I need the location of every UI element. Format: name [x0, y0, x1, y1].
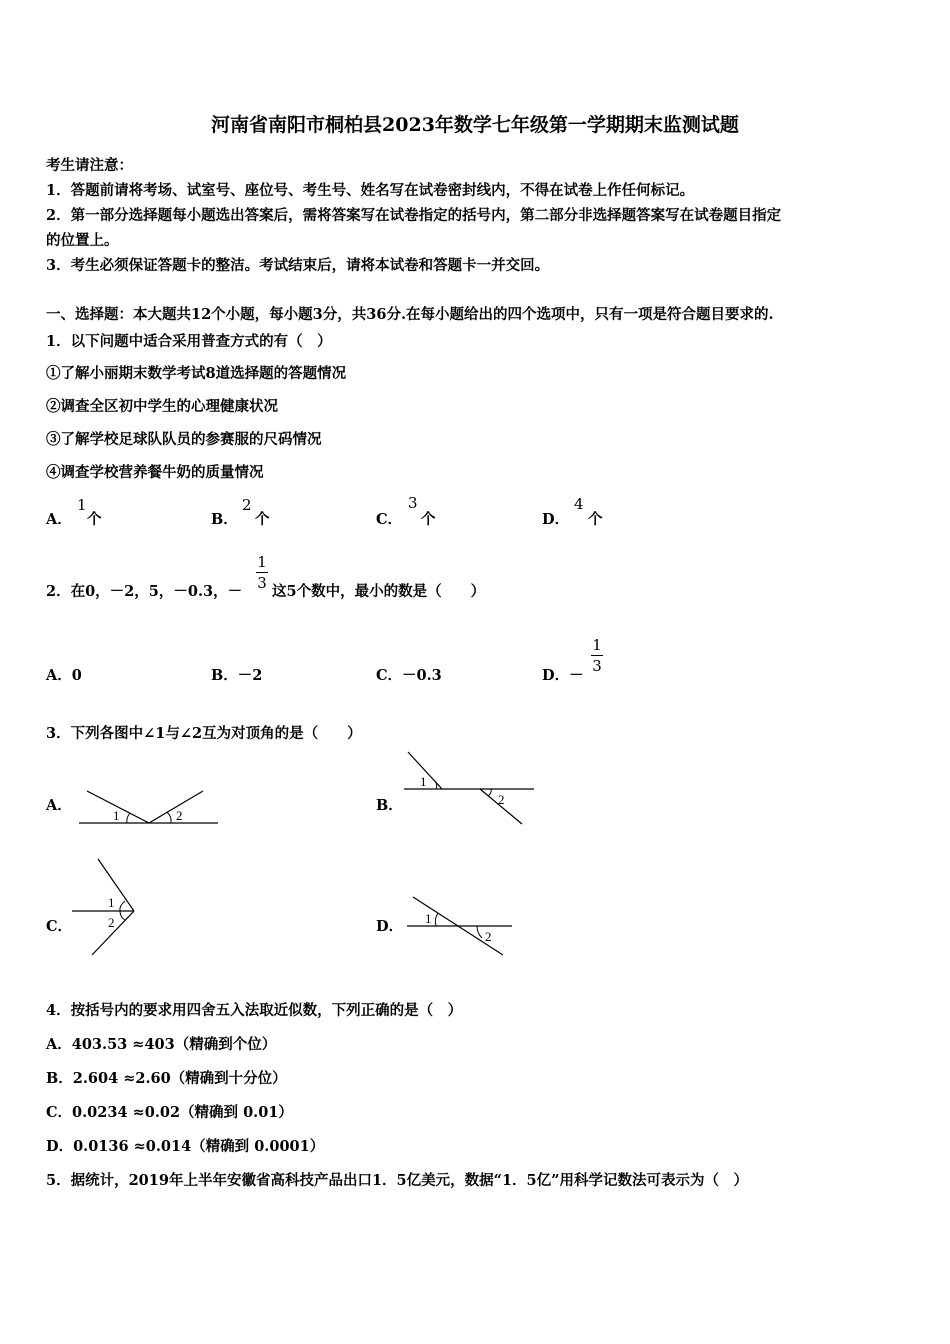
question-stem: 4．按括号内的要求用四舍五入法取近似数，下列正确的是（ ）	[46, 1002, 463, 1019]
option-unit: 个	[421, 511, 436, 528]
question-stem-part: 2．在0，－2，5，－0.3，－	[46, 583, 243, 600]
option-d: D．0.0136 ≈0.014（精确到 0.0001）	[46, 1138, 325, 1155]
question-stem: 5．据统计，2019年上半年安徽省高科技产品出口1．5亿美元，数据“1．5亿”用科学记数法可表示为（ ）	[46, 1172, 748, 1189]
angle-label: 1	[425, 911, 432, 926]
angle-label: 1	[420, 774, 427, 789]
list-item: ②调查全区初中学生的心理健康状况	[46, 398, 278, 415]
notice-line: 2．第一部分选择题每小题选出答案后，需将答案写在试卷指定的括号内，第二部分非选择题答案写在试卷题目指定	[46, 207, 782, 224]
option-c	[376, 664, 442, 685]
option-text: 0	[71, 667, 82, 684]
option-label: C．	[46, 918, 73, 935]
option-a	[46, 664, 82, 685]
angle-figure-a	[75, 785, 225, 830]
angle-label: 2	[498, 792, 505, 807]
option-unit: 个	[588, 511, 603, 528]
list-item: ③了解学校足球队队员的参赛服的尺码情况	[46, 431, 322, 448]
option-label: A．	[46, 797, 72, 814]
fraction	[591, 636, 603, 675]
option-label: C．	[376, 511, 403, 528]
angle-arc	[435, 913, 438, 926]
option-number: 2	[242, 496, 252, 514]
page-title: 河南省南阳市桐柏县2023年数学七年级第一学期期末监测试题	[211, 114, 739, 136]
option-unit: 个	[87, 511, 102, 528]
fraction-numerator: 1	[257, 553, 267, 571]
fraction-bar	[591, 655, 603, 656]
option-text: －0.3	[402, 667, 442, 684]
option-b	[211, 664, 262, 685]
option-a	[46, 508, 72, 529]
option-label: D．	[542, 511, 570, 528]
option-b	[211, 508, 238, 529]
fraction-denominator: 3	[592, 657, 602, 675]
notice-line: 3．考生必须保证答题卡的整洁。考试结束后，请将本试卷和答题卡一并交回。	[46, 257, 550, 274]
angle-figure-c	[70, 855, 145, 960]
list-item: ④调查学校营养餐牛奶的质量情况	[46, 464, 264, 481]
angle-arc	[477, 926, 482, 938]
option-label: B．	[211, 667, 238, 684]
question-stem-part: 这5个数中，最小的数是（ ）	[272, 583, 486, 600]
fraction	[256, 553, 268, 592]
option-unit: 个	[255, 511, 270, 528]
angle-arc	[167, 812, 171, 823]
option-label: D．	[376, 918, 404, 935]
option-d	[542, 664, 584, 685]
option-c	[376, 508, 402, 529]
option-label: A．	[46, 511, 72, 528]
option-c: C．0.0234 ≈0.02（精确到 0.01）	[46, 1104, 293, 1121]
angle-arc	[120, 901, 125, 911]
notice-line: 1．答题前请将考场、试室号、座位号、考生号、姓名写在试卷密封线内，不得在试卷上作任何标记。	[46, 182, 695, 199]
angle-label: 2	[485, 929, 492, 944]
section-heading: 一、选择题：本大题共12个小题，每小题3分，共36分.在每小题给出的四个选项中，只有一项是符合题目要求的.	[46, 306, 774, 323]
option-number: 1	[77, 496, 87, 514]
option-a: A．403.53 ≈403（精确到个位）	[46, 1036, 277, 1053]
angle-figure-d	[405, 893, 517, 958]
option-b: B．2.604 ≈2.60（精确到十分位）	[46, 1070, 287, 1087]
fraction-bar	[256, 572, 268, 573]
option-number: 3	[408, 494, 418, 512]
option-text: －2	[237, 667, 263, 684]
option-label: B．	[376, 797, 403, 814]
option-label: D．	[542, 667, 570, 684]
angle-label: 1	[113, 808, 120, 823]
fraction-denominator: 3	[257, 574, 267, 592]
angle-label: 2	[108, 915, 115, 930]
list-item: ①了解小丽期末数学考试8道选择题的答题情况	[46, 365, 347, 382]
question-stem: 3．下列各图中∠1与∠2互为对顶角的是（ ）	[46, 725, 362, 742]
option-label: C．	[376, 667, 403, 684]
angle-arc	[120, 911, 125, 920]
angle-label: 1	[108, 895, 115, 910]
option-text: －	[569, 667, 584, 684]
angle-arc	[127, 813, 130, 823]
option-label: B．	[211, 511, 238, 528]
angle-label: 2	[176, 808, 183, 823]
notice-heading: 考生请注意：	[46, 157, 133, 174]
fraction-numerator: 1	[592, 636, 602, 654]
question-stem: 1．以下问题中适合采用普查方式的有（ ）	[46, 333, 332, 350]
option-label: A．	[46, 667, 72, 684]
angle-figure-b	[400, 748, 540, 828]
line	[98, 859, 134, 911]
notice-line: 的位置上。	[46, 232, 119, 249]
option-d	[542, 508, 569, 529]
angle-arc	[488, 789, 491, 796]
option-number: 4	[574, 495, 584, 513]
